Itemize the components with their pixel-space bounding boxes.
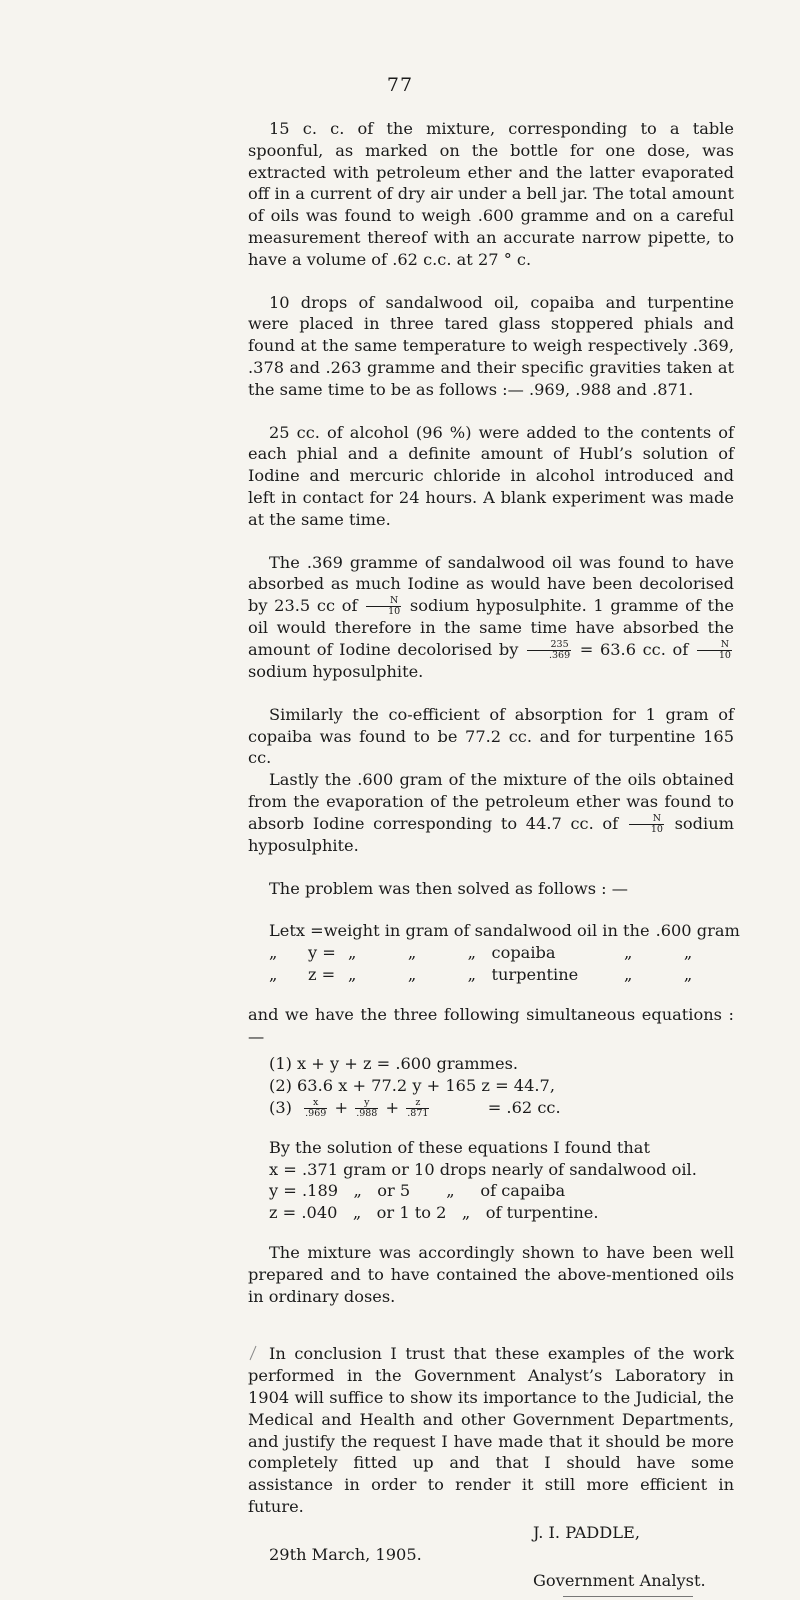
paragraph-phials: 10 drops of sandalwood oil, copaiba and turpentine were placed in three tared glass stoppered phials and found at the same temperature to weigh respectively .369, .378 and .263 gramme and their specific gravities taken at the same time to be as follows :— .969, .988 and .871. <box>248 292 734 399</box>
definition-row <box>248 920 740 942</box>
signature-date: 29th March, 1905. <box>269 1544 422 1564</box>
definition-variable: z = <box>308 964 336 984</box>
paragraph-conclusion: In conclusion I trust that these examples of the work performed in the Government Analyst’s Laboratory in 1904 will suffice to show its importance to the Judicial, the Medical and Health and other Government Departments, and justify the request I have made that it should be more completely fitted up and that I should have some assistance in order to render it still more efficient in future. <box>248 1344 734 1517</box>
solution-y: y = .189 „ or 5 „ of capaiba <box>269 1181 566 1201</box>
paragraph-equations-intro: and we have the three following simultaneous equations :— <box>248 1004 734 1046</box>
definition-tail: „ „ <box>624 964 693 984</box>
fraction-denominator: 10 <box>718 649 731 661</box>
definition-row <box>248 942 734 964</box>
stray-pen-mark <box>248 1345 258 1361</box>
z-fraction <box>406 1098 429 1119</box>
document-body <box>248 118 740 1600</box>
paragraph-solution-intro: By the solution of these equations I found that <box>269 1137 650 1157</box>
paragraph-extraction: 15 c. c. of the mixture, corresponding to a table spoonful, as marked on the bottle for one dose, was extracted with petroleum ether and the latter evaporated off in a current of dry air under a bell jar. The total amount of oils was found to weigh .600 gramme and on a careful measurement thereof with an accurate narrow pipette, to have a volume of .62 c.c. at 27 ° c. <box>248 119 734 269</box>
fraction-numerator: N <box>629 814 664 825</box>
definition-tail: .600 gram <box>655 921 740 941</box>
equation-3 <box>248 1097 734 1119</box>
x-denominator: .969 <box>305 1107 327 1119</box>
definition-prefix: Let <box>269 921 296 941</box>
y-numerator: y <box>355 1098 378 1109</box>
definition-prefix: „ <box>269 964 278 984</box>
page-number: 77 <box>386 74 414 96</box>
definition-text: weight in gram of sandalwood oil in the <box>323 921 650 941</box>
ratio-fraction <box>527 640 571 661</box>
x-fraction <box>304 1098 327 1119</box>
solution-z: z = .040 „ or 1 to 2 „ of turpentine. <box>269 1203 599 1223</box>
equation-number: (2) <box>269 1076 292 1096</box>
paragraph-problem: The problem was then solved as follows : — <box>269 878 628 898</box>
equation-text: 63.6 x + 77.2 y + 165 z = 44.7, <box>297 1076 555 1096</box>
equation-rhs: = .62 cc. <box>487 1097 561 1117</box>
fraction-denominator: 10 <box>650 823 663 835</box>
paragraph-coefficients: Similarly the co-efficient of absorption for 1 gram of copaiba was found to be 77.2 cc. and for turpentine 165 cc. <box>248 704 734 768</box>
sandalwood-text-d: sodium hyposulphite. <box>248 661 424 681</box>
sandalwood-text-c: = 63.6 cc. of <box>579 639 689 659</box>
y-fraction <box>355 1098 378 1119</box>
equation-text: x + y + z = .600 grammes. <box>297 1054 519 1074</box>
variable-definitions <box>248 920 740 985</box>
equation-1 <box>248 1053 734 1075</box>
plus-sign: + <box>334 1097 349 1117</box>
definition-text: „ „ „ turpentine <box>348 964 579 984</box>
equations <box>248 1053 734 1119</box>
definition-prefix: „ <box>269 943 278 963</box>
mixture-text-a: Lastly the .600 gram of the mixture of the oils obtained from the evaporation of the petroleum ether was found to absorb Iodine corresponding to 44.7 cc. of <box>248 770 734 833</box>
z-denominator: .871 <box>407 1107 429 1119</box>
paragraph-conclusion-mixture: The mixture was accordingly shown to have been well prepared and to have contained the above-mentioned oils in ordinary doses. <box>248 1243 734 1306</box>
solution-x: x = .371 gram or 10 drops nearly of sandalwood oil. <box>269 1159 697 1179</box>
signature-block <box>248 1522 734 1600</box>
fraction-numerator: N <box>366 596 401 607</box>
plus-sign: + <box>385 1097 400 1117</box>
mixture-text-b: sodium hyposulphite. <box>248 813 734 855</box>
definition-text: „ „ „ copaiba <box>348 943 556 963</box>
signatory-name: J. I. PADDLE, <box>533 1522 640 1542</box>
solutions <box>248 1159 734 1224</box>
definition-tail: „ „ <box>624 943 693 963</box>
paragraph-mixture-absorption <box>248 769 734 856</box>
equation-number: (3) <box>269 1097 292 1117</box>
definition-variable: y = <box>308 943 336 963</box>
definition-row <box>248 964 734 986</box>
signature-rule <box>563 1596 693 1597</box>
ratio-numerator: 235 <box>527 640 571 651</box>
fraction-denominator: 10 <box>388 606 401 618</box>
sandalwood-text-a: The .369 gramme of sandalwood oil was found to have absorbed as much Iodine as would have been decolorised by 23.5 cc of <box>248 552 734 616</box>
equation-2 <box>248 1075 734 1097</box>
x-numerator: x <box>304 1098 327 1109</box>
sandalwood-text-b: sodium hyposulphite. 1 gramme of the oil would therefore in the same time have absorbed the amount of Iodine decolorised by <box>248 596 734 659</box>
ratio-denominator: .369 <box>548 649 571 661</box>
signatory-title: Government Analyst. <box>533 1570 706 1590</box>
normal-fraction <box>366 596 401 617</box>
equation-number: (1) <box>269 1054 292 1074</box>
paragraph-sandalwood-absorption <box>248 552 734 683</box>
z-numerator: z <box>406 1098 429 1109</box>
y-denominator: .988 <box>356 1107 378 1119</box>
normal-fraction <box>629 814 664 835</box>
normal-fraction <box>697 640 732 661</box>
fraction-numerator: N <box>697 640 732 651</box>
definition-variable: x = <box>295 921 324 941</box>
paragraph-alcohol: 25 cc. of alcohol (96 %) were added to the contents of each phial and a definite amount of Hubl’s solution of Iodine and mercuric chloride in alcohol introduced and left in contact for 24 hours. A blank experiment was made at the same time. <box>248 422 734 529</box>
